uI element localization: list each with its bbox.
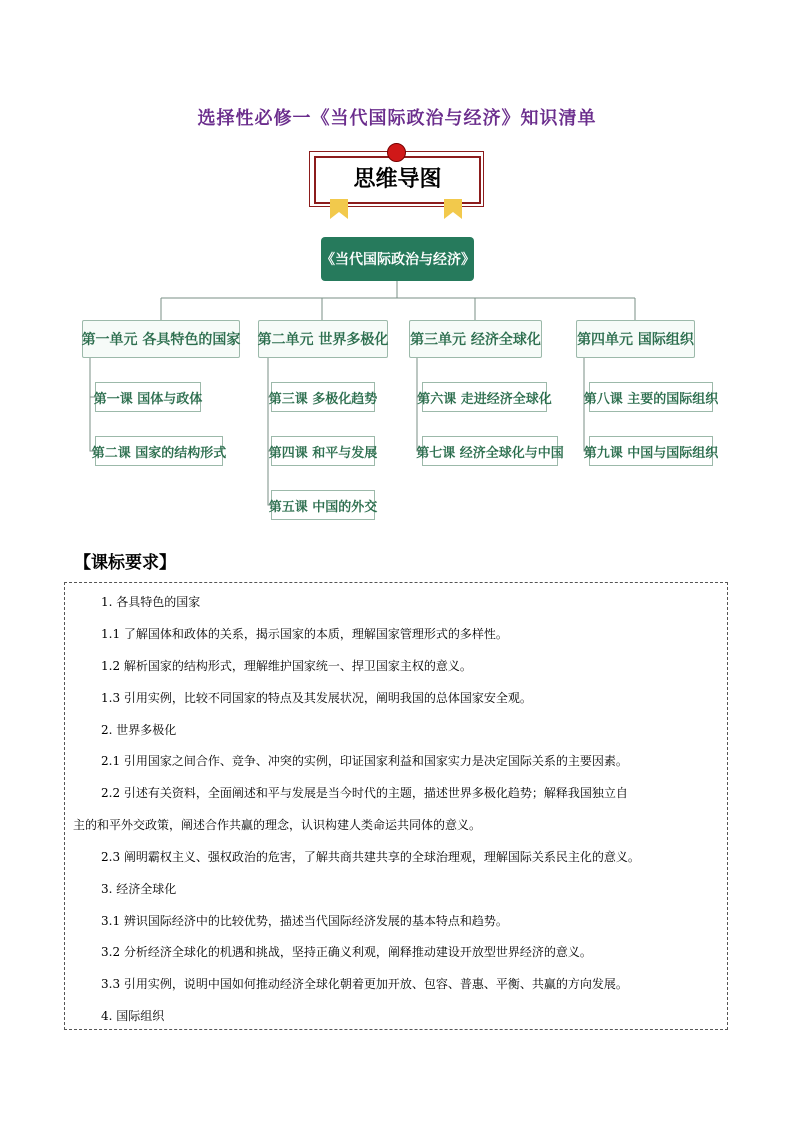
standard-line: 4. 国际组织 [101,1009,165,1023]
document-title: 选择性必修一《当代国际政治与经济》知识清单 [197,108,597,129]
standards-box [64,582,728,1030]
standard-line: 1. 各具特色的国家 [101,595,201,609]
unit-3: 第三单元 经济全球化 [409,320,542,358]
lesson-4: 第四课 和平与发展 [271,436,375,466]
standard-line: 2.3 阐明霸权主义、强权政治的危害，了解共商共建共享的全球治理观，理解国际关系民主化的意义。 [101,850,640,864]
standard-line: 1.1 了解国体和政体的关系，揭示国家的本质，理解国家管理形式的多样性。 [101,627,508,641]
standard-line: 2. 世界多极化 [101,723,177,737]
standard-line: 2.1 引用国家之间合作、竞争、冲突的实例，印证国家利益和国家实力是决定国际关系的主要因素。 [101,754,628,768]
standard-line: 3.3 引用实例，说明中国如何推动经济全球化朝着更加开放、包容、普惠、平衡、共赢的方向发展。 [101,977,628,991]
lesson-5: 第五课 中国的外交 [271,490,375,520]
standard-line: 3. 经济全球化 [101,882,177,896]
lesson-3: 第三课 多极化趋势 [271,382,375,412]
section-heading: 【课标要求】 [74,553,176,573]
standard-line: 3.2 分析经济全球化的机遇和挑战，坚持正确义利观，阐释推动建设开放型世界经济的意义。 [101,945,592,959]
standard-line: 1.3 引用实例，比较不同国家的特点及其发展状况，阐明我国的总体国家安全观。 [101,691,532,705]
unit-2: 第二单元 世界多极化 [258,320,388,358]
standard-line: 1.2 解析国家的结构形式，理解维护国家统一、捍卫国家主权的意义。 [101,659,472,673]
lesson-8: 第八课 主要的国际组织 [589,382,713,412]
lesson-9: 第九课 中国与国际组织 [589,436,713,466]
lesson-1: 第一课 国体与政体 [95,382,201,412]
lesson-2: 第二课 国家的结构形式 [95,436,223,466]
standard-line: 主的和平外交政策，阐述合作共赢的理念，认识构建人类命运共同体的意义。 [73,818,482,832]
lesson-6: 第六课 走进经济全球化 [422,382,547,412]
lesson-7: 第七课 经济全球化与中国 [422,436,558,466]
standard-line: 3.1 辨识国际经济中的比较优势，描述当代国际经济发展的基本特点和趋势。 [101,914,508,928]
standard-line: 2.2 引述有关资料，全面阐述和平与发展是当今时代的主题，描述世界多极化趋势；解释我国独立自 [101,786,628,800]
unit-1: 第一单元 各具特色的国家 [82,320,240,358]
unit-4: 第四单元 国际组织 [576,320,695,358]
banner-title: 思维导图 [314,156,481,204]
mindmap-root: 《当代国际政治与经济》 [321,237,474,281]
